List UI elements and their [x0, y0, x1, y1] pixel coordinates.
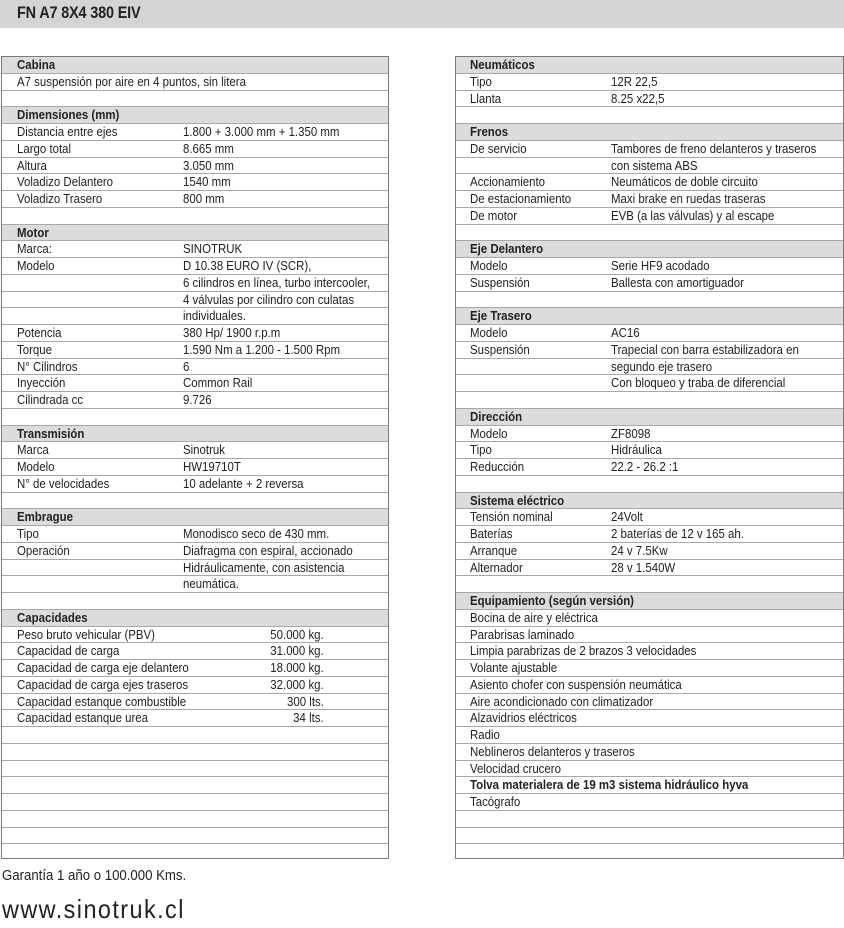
spec-row — [2, 359, 388, 376]
spec-row — [456, 526, 843, 543]
left-spec-table — [1, 56, 389, 859]
spec-value: neumática. — [183, 576, 239, 592]
spec-label: Suspensión — [470, 274, 530, 290]
spec-label: Tacógrafo — [470, 794, 521, 809]
section-header — [456, 241, 843, 258]
spec-row — [2, 576, 388, 593]
spec-label: N° de velocidades — [17, 475, 110, 491]
spec-label: Tipo — [470, 442, 492, 458]
spec-label: Arranque — [470, 542, 518, 558]
blank-row — [2, 744, 388, 761]
spec-value: 24 v 7.5Kw — [611, 542, 668, 558]
spec-row — [456, 91, 843, 108]
section-title: Dimensiones (mm) — [17, 107, 120, 123]
spec-row — [2, 258, 388, 275]
spec-value: Sinotruk — [183, 442, 225, 458]
blank-row — [456, 828, 843, 845]
section-header — [456, 124, 843, 141]
spec-row — [456, 375, 843, 392]
spec-row — [2, 643, 388, 660]
capacity-value: 300 lts. — [287, 693, 324, 709]
blank-row — [2, 828, 388, 845]
spec-label: Largo total — [17, 140, 72, 156]
spec-label: Marca: — [17, 241, 52, 257]
spec-value: 24Volt — [611, 509, 643, 525]
spec-value: Maxi brake en ruedas traseras — [611, 191, 766, 206]
spec-value: segundo eje trasero — [611, 358, 713, 374]
spec-row — [456, 509, 843, 526]
spec-row — [456, 777, 843, 794]
section-header — [2, 426, 388, 443]
spec-label: Tensión nominal — [470, 509, 553, 525]
spec-row — [2, 124, 388, 141]
spec-label: Operación — [17, 542, 70, 558]
spec-row — [456, 74, 843, 91]
spec-label: Capacidad de carga eje delantero — [17, 660, 189, 675]
website-url: www.sinotruk.cl — [2, 894, 185, 924]
spec-value: ZF8098 — [611, 425, 651, 441]
spec-value: 28 v 1.540W — [611, 559, 676, 575]
section-header — [2, 610, 388, 627]
spec-value: 1.590 Nm a 1.200 - 1.500 Rpm — [183, 341, 341, 357]
spec-label: Bocina de aire y eléctrica — [470, 609, 598, 625]
spec-label: Capacidad estanque combustible — [17, 693, 187, 709]
spec-row — [456, 761, 843, 778]
spec-row — [2, 694, 388, 711]
spec-label: Velocidad crucero — [470, 760, 561, 776]
spec-row — [456, 677, 843, 694]
spec-row — [2, 174, 388, 191]
spec-row — [2, 560, 388, 577]
spec-value: 22.2 - 26.2 :1 — [611, 459, 679, 474]
spec-value: Tambores de freno delanteros y traseros — [611, 140, 817, 156]
spec-value: EVB (a las válvulas) y al escape — [611, 207, 775, 223]
spec-value: Monodisco seco de 430 mm. — [183, 526, 330, 541]
spec-row — [456, 258, 843, 275]
section-title: Neumáticos — [470, 57, 535, 72]
spec-row — [456, 325, 843, 342]
blank-row — [2, 761, 388, 778]
section-title: Frenos — [470, 124, 509, 139]
spec-label: Neblineros delanteros y traseros — [470, 743, 635, 759]
spec-label: Tolva materialera de 19 m3 sistema hidráulico hyva — [470, 777, 749, 793]
spec-row — [456, 426, 843, 443]
spec-label: Alzavidrios eléctricos — [470, 710, 577, 726]
spec-row — [456, 459, 843, 476]
spec-value: 800 mm — [183, 191, 225, 206]
blank-row — [456, 292, 843, 309]
blank-row — [2, 493, 388, 510]
spec-value: Trapecial con barra estabilizadora en — [611, 341, 799, 357]
spec-label: Baterías — [470, 526, 513, 541]
blank-row — [2, 409, 388, 426]
spec-value: 8.25 x22,5 — [611, 90, 665, 106]
spec-row — [456, 643, 843, 660]
spec-label: Modelo — [470, 325, 508, 340]
spec-row — [456, 543, 843, 560]
spec-label: Modelo — [470, 258, 508, 273]
blank-row — [2, 794, 388, 811]
section-header — [456, 308, 843, 325]
spec-value: 8.665 mm — [183, 140, 234, 156]
spec-row — [2, 342, 388, 359]
section-header — [456, 493, 843, 510]
spec-value: Serie HF9 acodado — [611, 258, 710, 273]
spec-row — [456, 744, 843, 761]
spec-value: 4 válvulas por cilindro con culatas — [183, 291, 355, 307]
spec-label: Cilindrada cc — [17, 392, 84, 407]
blank-row — [2, 844, 388, 859]
capacity-value: 31.000 kg. — [270, 643, 324, 659]
spec-row — [2, 442, 388, 459]
section-title: Dirección — [470, 408, 523, 424]
section-title: Sistema eléctrico — [470, 492, 565, 508]
spec-value: Con bloqueo y traba de diferencial — [611, 375, 786, 391]
capacity-value: 18.000 kg. — [270, 660, 324, 675]
spec-value: 6 cilindros en línea, turbo intercooler, — [183, 274, 370, 290]
spec-row — [456, 694, 843, 711]
spec-value: AC16 — [611, 325, 640, 340]
section-header — [456, 593, 843, 610]
blank-row — [2, 91, 388, 108]
blank-row — [2, 777, 388, 794]
spec-value: 10 adelante + 2 reversa — [183, 475, 304, 491]
spec-row — [2, 241, 388, 258]
spec-row — [2, 375, 388, 392]
capacity-value: 34 lts. — [293, 710, 324, 726]
spec-row — [456, 359, 843, 376]
spec-row — [456, 174, 843, 191]
spec-row — [456, 442, 843, 459]
spec-row — [456, 727, 843, 744]
spec-label: Altura — [17, 157, 47, 173]
section-header — [2, 107, 388, 124]
section-header — [2, 509, 388, 526]
spec-label: Radio — [470, 727, 500, 742]
blank-row — [456, 476, 843, 493]
spec-value: 3.050 mm — [183, 157, 234, 173]
spec-row — [456, 627, 843, 644]
spec-row — [2, 392, 388, 409]
spec-value: 2 baterías de 12 v 165 ah. — [611, 526, 744, 541]
spec-row — [456, 141, 843, 158]
spec-label: Marca — [17, 442, 49, 458]
spec-row — [2, 141, 388, 158]
spec-row — [456, 660, 843, 677]
spec-label: Tipo — [470, 73, 492, 89]
spec-label: Inyección — [17, 375, 66, 391]
blank-row — [2, 811, 388, 828]
spec-value: SINOTRUK — [183, 241, 243, 257]
spec-row — [456, 342, 843, 359]
spec-row — [2, 325, 388, 342]
spec-row — [456, 158, 843, 175]
spec-row — [2, 74, 388, 91]
spec-label: De estacionamiento — [470, 191, 572, 206]
spec-value: 1.800 + 3.000 mm + 1.350 mm — [183, 124, 340, 139]
blank-row — [2, 208, 388, 225]
section-header — [456, 409, 843, 426]
spec-label: Parabrisas laminado — [470, 626, 575, 642]
spec-label: A7 suspensión por aire en 4 puntos, sin litera — [17, 73, 246, 89]
spec-value: 6 — [183, 358, 190, 374]
spec-row — [456, 610, 843, 627]
section-title: Equipamiento (según versión) — [470, 593, 634, 608]
right-spec-table — [455, 56, 844, 859]
spec-value: Ballesta con amortiguador — [611, 274, 744, 290]
spec-label: Modelo — [17, 258, 55, 273]
spec-label: Alternador — [470, 559, 523, 575]
section-header — [2, 225, 388, 242]
spec-row — [456, 275, 843, 292]
spec-value: 1540 mm — [183, 174, 231, 190]
spec-label: Capacidad de carga — [17, 643, 120, 659]
spec-label: De servicio — [470, 140, 527, 156]
spec-label: Distancia entre ejes — [17, 124, 118, 139]
section-title: Cabina — [17, 57, 56, 72]
spec-label: Accionamiento — [470, 174, 546, 190]
spec-value: con sistema ABS — [611, 157, 698, 173]
spec-label: N° Cilindros — [17, 358, 78, 374]
capacity-value: 32.000 kg. — [270, 676, 324, 692]
spec-value: D 10.38 EURO IV (SCR), — [183, 258, 312, 273]
spec-row — [2, 158, 388, 175]
spec-label: Voladizo Trasero — [17, 191, 103, 206]
page-title: FN A7 8X4 380 EIV — [17, 3, 141, 22]
spec-label: Asiento chofer con suspensión neumática — [470, 676, 682, 692]
spec-row — [2, 677, 388, 694]
spec-label: Potencia — [17, 325, 62, 340]
spec-row — [2, 543, 388, 560]
spec-value: 12R 22,5 — [611, 73, 658, 89]
spec-value: Hidráulica — [611, 442, 662, 458]
spec-label: Peso bruto vehicular (PBV) — [17, 626, 155, 642]
warranty-text: Garantía 1 año o 100.000 Kms. — [2, 867, 187, 884]
spec-value: Common Rail — [183, 375, 253, 391]
spec-label: Suspensión — [470, 341, 530, 357]
spec-row — [2, 660, 388, 677]
spec-label: Reducción — [470, 459, 525, 474]
spec-row — [456, 710, 843, 727]
spec-row — [2, 627, 388, 644]
blank-row — [456, 811, 843, 828]
spec-value: Diafragma con espiral, accionado — [183, 542, 353, 558]
spec-row — [456, 208, 843, 225]
spec-row — [2, 526, 388, 543]
blank-row — [2, 593, 388, 610]
spec-row — [2, 459, 388, 476]
spec-label: Capacidad de carga ejes traseros — [17, 676, 189, 692]
spec-row — [456, 191, 843, 208]
spec-value: 9.726 — [183, 392, 212, 407]
section-title: Motor — [17, 224, 49, 240]
spec-label: Volante ajustable — [470, 660, 558, 675]
spec-value: Neumáticos de doble circuito — [611, 174, 758, 190]
spec-label: Modelo — [17, 459, 55, 474]
spec-value: 380 Hp/ 1900 r.p.m — [183, 325, 281, 340]
spec-label: Modelo — [470, 425, 508, 441]
spec-row — [2, 275, 388, 292]
blank-row — [456, 392, 843, 409]
spec-label: Aire acondicionado con climatizador — [470, 693, 654, 709]
spec-row — [2, 308, 388, 325]
blank-row — [456, 844, 843, 859]
spec-row — [2, 476, 388, 493]
spec-label: Voladizo Delantero — [17, 174, 114, 190]
section-header — [2, 57, 388, 74]
title-bar — [0, 0, 844, 28]
spec-row — [456, 560, 843, 577]
blank-row — [456, 107, 843, 124]
spec-label: Tipo — [17, 526, 39, 541]
section-title: Embrague — [17, 509, 73, 525]
spec-row — [456, 794, 843, 811]
spec-label: Torque — [17, 341, 52, 357]
blank-row — [2, 727, 388, 744]
spec-value: Hidráulicamente, con asistencia — [183, 559, 345, 575]
section-title: Eje Delantero — [470, 241, 544, 257]
spec-label: De motor — [470, 207, 518, 223]
spec-row — [2, 710, 388, 727]
spec-row — [2, 191, 388, 208]
spec-label: Limpia parabrizas de 2 brazos 3 velocidades — [470, 643, 697, 659]
section-header — [456, 57, 843, 74]
blank-row — [456, 576, 843, 593]
spec-value: individuales. — [183, 308, 246, 324]
blank-row — [456, 225, 843, 242]
spec-label: Capacidad estanque urea — [17, 710, 149, 726]
section-title: Transmisión — [17, 425, 85, 441]
section-title: Eje Trasero — [470, 308, 532, 324]
spec-row — [2, 292, 388, 309]
spec-value: HW19710T — [183, 459, 241, 474]
section-title: Capacidades — [17, 609, 88, 625]
capacity-value: 50.000 kg. — [270, 626, 324, 642]
spec-label: Llanta — [470, 90, 502, 106]
